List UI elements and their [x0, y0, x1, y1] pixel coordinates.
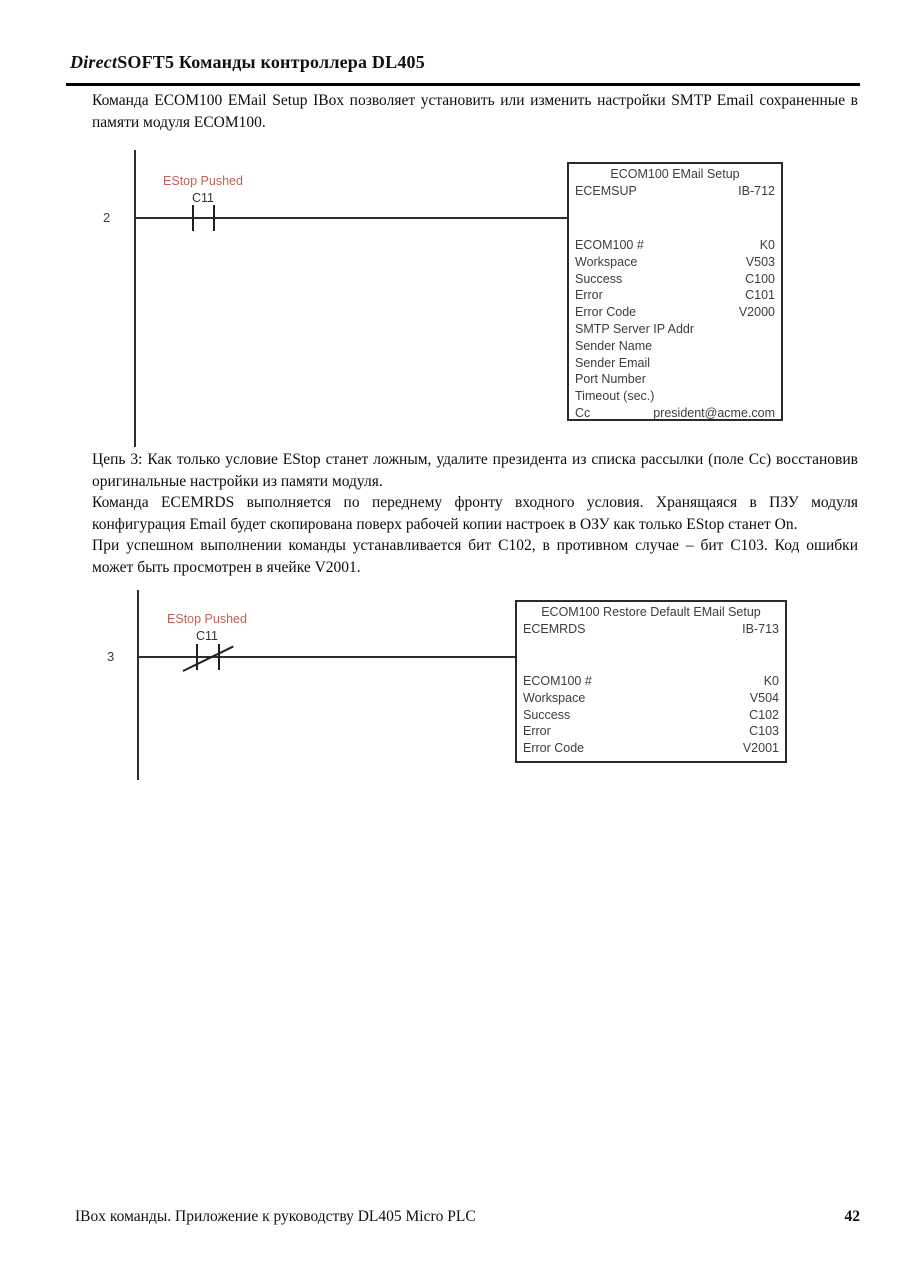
param-label: Port Number — [575, 372, 646, 387]
param-row — [575, 371, 775, 388]
chain3-paragraph-2: Команда ECEMRDS выполняется по переднему фронту входного условия. Хранящаяся в ПЗУ модуля конфигурация Email будет скопирована поверх рабочей копии настроек в ОЗУ как только EStop станет On. — [92, 494, 858, 533]
param-value: V2001 — [742, 741, 779, 756]
rung3-nc-contact-left-bar — [196, 644, 198, 670]
param-label: Workspace — [575, 254, 638, 269]
param-value: V2000 — [738, 305, 775, 320]
param-value: V504 — [749, 690, 779, 705]
rung2-contact-tag: C11 — [191, 191, 214, 205]
param-label: Error — [523, 724, 551, 739]
ibox-ecemrds-spacer — [523, 638, 779, 673]
rung2-number: 2 — [103, 210, 111, 225]
ibox-ecemrds-mnemonic: ECEMRDS — [523, 622, 586, 636]
rung2-wire — [135, 217, 567, 219]
chain3-description — [92, 449, 858, 578]
header-rule — [66, 83, 860, 86]
param-label: Error — [575, 288, 603, 303]
rung2-no-contact-left-bar — [192, 205, 194, 231]
param-label: Error Code — [575, 305, 637, 320]
param-value: C102 — [749, 707, 779, 722]
param-row — [523, 690, 779, 707]
param-value: president@acme.com — [653, 405, 775, 420]
rung2-left-rail — [134, 150, 136, 447]
rung3-left-rail — [137, 590, 139, 780]
param-row — [575, 405, 775, 422]
ibox-ecemsup — [567, 162, 783, 421]
rung3-contact-comment: EStop Pushed — [167, 612, 247, 626]
rung3-nc-contact-slash — [183, 646, 234, 672]
param-row — [523, 740, 779, 757]
param-label: Timeout (sec.) — [575, 389, 655, 404]
rung2-no-contact-right-bar — [213, 205, 215, 231]
param-row — [523, 673, 779, 690]
ibox-ecemsup-mnemonic: ECEMSUP — [575, 184, 637, 198]
param-label: Success — [523, 707, 571, 722]
ibox-ecemrds-id: IB-713 — [742, 622, 779, 636]
rung3-wire — [138, 656, 515, 658]
param-row — [575, 304, 775, 321]
rung2-contact-comment: EStop Pushed — [163, 174, 243, 188]
header-brand-rest: SOFT5 Команды контроллера DL405 — [117, 52, 425, 72]
param-label: ECOM100 # — [523, 674, 592, 688]
page-header-title — [70, 52, 425, 73]
param-value: C101 — [745, 288, 775, 303]
param-row — [575, 388, 775, 405]
chain3-paragraph-3: При успешном выполнении команды устанавливается бит C102, в противном случае – бит C103. Код ошибки может быть просмотрен в ячейке V2001. — [92, 537, 858, 576]
rung3-number: 3 — [107, 649, 115, 664]
param-label: Cc — [575, 405, 591, 420]
ibox-ecemrds-title: ECOM100 Restore Default EMail Setup — [541, 605, 761, 619]
param-label: Sender Email — [575, 355, 651, 370]
ibox-ecemsup-id: IB-712 — [738, 184, 775, 198]
param-row — [575, 287, 775, 304]
param-row — [523, 707, 779, 724]
param-row — [575, 355, 775, 372]
param-label: ECOM100 # — [575, 238, 644, 252]
param-value: C100 — [745, 271, 775, 286]
param-row — [575, 321, 775, 338]
rung3-nc-contact-right-bar — [218, 644, 220, 670]
ibox-ecemsup-spacer — [575, 200, 775, 237]
intro-paragraph — [92, 90, 858, 133]
param-value: K0 — [759, 238, 775, 252]
param-value: C103 — [749, 724, 779, 739]
ibox-ecemsup-title: ECOM100 EMail Setup — [610, 167, 740, 181]
param-row — [575, 254, 775, 271]
param-label: SMTP Server IP Addr — [575, 321, 695, 336]
param-row — [575, 237, 775, 254]
intro-text: Команда ECOM100 EMail Setup IBox позволяет установить или изменить настройки SMTP Email сохраненные в памяти модуля ECOM100. — [92, 92, 858, 131]
param-value: V503 — [745, 254, 775, 269]
rung3-contact-tag: C11 — [195, 629, 218, 643]
param-label: Success — [575, 271, 623, 286]
param-label: Sender Name — [575, 338, 653, 353]
chain3-paragraph-1: Цепь 3: Как только условие EStop станет ложным, удалите президента из списка рассылки (поле Cc) восстановив оригинальные настройки из памяти модуля. — [92, 451, 858, 490]
footer-page-number: 42 — [844, 1208, 860, 1225]
param-label: Error Code — [523, 741, 585, 756]
param-value: K0 — [763, 674, 779, 688]
param-row — [575, 271, 775, 288]
header-brand-italic: Direct — [70, 52, 118, 72]
param-row — [523, 723, 779, 740]
footer-text: IBox команды. Приложение к руководству DL405 Micro PLC — [75, 1208, 476, 1225]
param-label: Workspace — [523, 690, 586, 705]
ibox-ecemrds — [515, 600, 787, 763]
param-row — [575, 338, 775, 355]
